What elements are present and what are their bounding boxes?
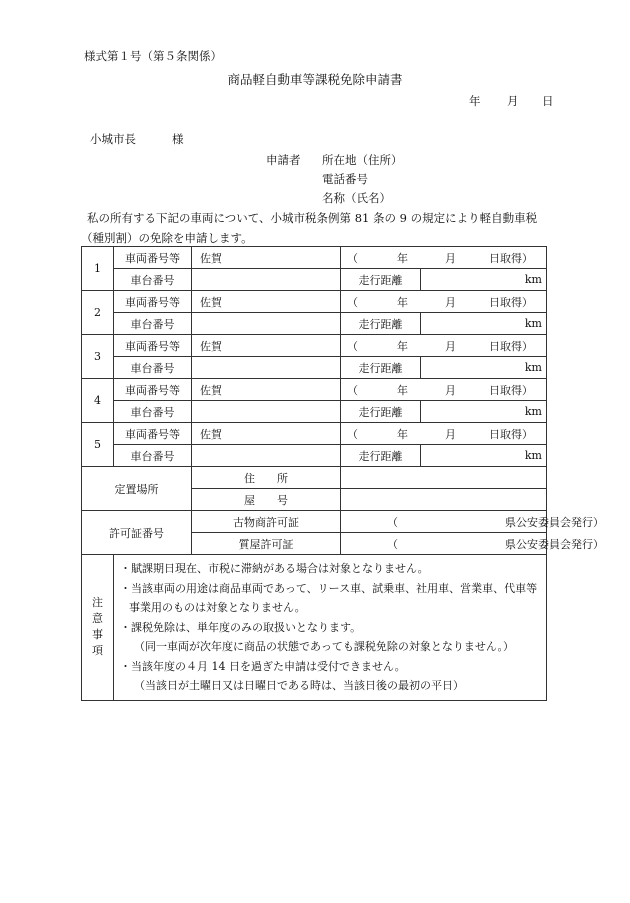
acquired-day: 日取得） <box>489 383 533 397</box>
mileage-field[interactable] <box>421 269 547 291</box>
acquired-date-field[interactable] <box>341 247 547 269</box>
chassis-field[interactable] <box>192 357 341 379</box>
notes-row <box>82 555 547 701</box>
permit-pawn-field[interactable] <box>341 533 604 555</box>
form-number: 様式第１号（第５条関係） <box>84 49 222 63</box>
vehicle-number: 3 <box>82 335 114 379</box>
date-day: 日 <box>542 94 554 108</box>
notes-label: 注 意 事 項 <box>82 555 114 701</box>
plate-field[interactable] <box>192 291 341 313</box>
acquired-date-field[interactable] <box>341 291 547 313</box>
mileage-label: 走行距離 <box>341 313 421 335</box>
plate-label: 車両番号等 <box>114 335 192 357</box>
vehicle-row <box>82 269 547 291</box>
vehicle-row <box>82 291 547 313</box>
mileage-unit: km <box>524 405 542 418</box>
storage-address-label: 住 所 <box>192 467 341 489</box>
note-1: ・賦課期日現在、市税に滞納がある場合は対象となりません。 <box>120 562 429 575</box>
vehicle-number: 2 <box>82 291 114 335</box>
mileage-label: 走行距離 <box>341 269 421 291</box>
plate-label: 車両番号等 <box>114 247 192 269</box>
acquired-date-field[interactable] <box>341 335 547 357</box>
date-paren: （ <box>347 295 358 309</box>
chassis-label: 車台番号 <box>114 445 192 467</box>
storage-label: 定置場所 <box>82 467 192 511</box>
acquired-date-field[interactable] <box>341 423 547 445</box>
page-title: 商品軽自動車等課税免除申請書 <box>227 72 403 87</box>
date-month: 月 <box>507 94 519 108</box>
mileage-label: 走行距離 <box>341 401 421 423</box>
acquired-day: 日取得） <box>489 251 533 265</box>
permit-pawn-label: 質屋許可証 <box>192 533 341 555</box>
storage-shop-field[interactable] <box>341 489 547 511</box>
acquired-day: 日取得） <box>489 427 533 441</box>
notes-body <box>114 555 547 701</box>
permit-antique-field[interactable] <box>341 511 604 533</box>
vehicle-number: 1 <box>82 247 114 291</box>
applicant-phone-label: 電話番号 <box>322 172 368 186</box>
note-4: ・当該年度の４月 14 日を過ぎた申請は受付できません。 <box>120 659 406 673</box>
vehicle-table <box>81 246 604 701</box>
chassis-label: 車台番号 <box>114 401 192 423</box>
plate-field[interactable] <box>192 247 341 269</box>
mileage-unit: km <box>524 273 542 286</box>
vehicle-row <box>82 247 547 269</box>
chassis-field[interactable] <box>192 313 341 335</box>
vehicle-number: 5 <box>82 423 114 467</box>
acquired-year: 年 <box>397 383 408 397</box>
permit-label: 許可証番号 <box>82 511 192 555</box>
acquired-day: 日取得） <box>489 295 533 309</box>
acquired-month: 月 <box>445 339 456 353</box>
acquired-month: 月 <box>445 427 456 441</box>
vehicle-row <box>82 357 547 379</box>
plate-field[interactable] <box>192 379 341 401</box>
mileage-label: 走行距離 <box>341 357 421 379</box>
date-paren: （ <box>347 339 358 353</box>
permit-paren: （ <box>387 537 398 551</box>
date-paren: （ <box>347 427 358 441</box>
note-3b: （同一車両が次年度に商品の状態であっても課税免除の対象となりません。） <box>134 640 515 653</box>
chassis-field[interactable] <box>192 445 341 467</box>
chassis-label: 車台番号 <box>114 269 192 291</box>
chassis-field[interactable] <box>192 269 341 291</box>
vehicle-number: 4 <box>82 379 114 423</box>
acquired-month: 月 <box>445 251 456 265</box>
mileage-unit: km <box>524 361 542 374</box>
permit-row <box>82 511 547 533</box>
mileage-field[interactable] <box>421 313 547 335</box>
applicant-name-label: 名称（氏名） <box>322 191 391 205</box>
mileage-unit: km <box>524 317 542 330</box>
mileage-unit: km <box>524 449 542 462</box>
chassis-field[interactable] <box>192 401 341 423</box>
mileage-label: 走行距離 <box>341 445 421 467</box>
plate-label: 車両番号等 <box>114 423 192 445</box>
acquired-day: 日取得） <box>489 339 533 353</box>
acquired-year: 年 <box>397 295 408 309</box>
note-3: ・課税免除は、単年度のみの取扱いとなります。 <box>120 620 362 634</box>
applicant-address-label: 所在地（住所） <box>322 153 403 167</box>
plate-label: 車両番号等 <box>114 379 192 401</box>
storage-shop-label: 屋 号 <box>192 489 341 511</box>
date-year: 年 <box>469 94 481 108</box>
storage-address-field[interactable] <box>341 467 547 489</box>
vehicle-row <box>82 401 547 423</box>
acquired-month: 月 <box>445 295 456 309</box>
intro-line-1: 私の所有する下記の車両について、小城市税条例第 81 条の 9 の規定により軽自動車税 <box>87 211 538 225</box>
plate-prefix: 佐賀 <box>200 427 222 441</box>
vehicle-row <box>82 335 547 357</box>
addressee-name: 小城市長 <box>90 132 136 146</box>
permit-issuer: 県公安委員会発行） <box>505 515 604 529</box>
plate-label: 車両番号等 <box>114 291 192 313</box>
vehicle-row <box>82 313 547 335</box>
permit-antique-label: 古物商許可証 <box>192 511 341 533</box>
vehicle-row <box>82 379 547 401</box>
permit-paren: （ <box>387 515 398 529</box>
addressee-honorific: 様 <box>172 132 184 146</box>
note-4b: （当該日が土曜日又は日曜日である時は、当該日後の最初の平日） <box>134 679 464 692</box>
acquired-year: 年 <box>397 427 408 441</box>
chassis-label: 車台番号 <box>114 313 192 335</box>
mileage-field[interactable] <box>421 401 547 423</box>
storage-row <box>82 467 547 489</box>
mileage-field[interactable] <box>421 445 547 467</box>
acquired-year: 年 <box>397 339 408 353</box>
plate-field[interactable] <box>192 335 341 357</box>
plate-prefix: 佐賀 <box>200 383 222 397</box>
acquired-date-field[interactable] <box>341 379 547 401</box>
permit-issuer: 県公安委員会発行） <box>505 537 604 551</box>
date-paren: （ <box>347 251 358 265</box>
mileage-field[interactable] <box>421 357 547 379</box>
acquired-month: 月 <box>445 383 456 397</box>
plate-prefix: 佐賀 <box>200 251 222 265</box>
vehicle-row <box>82 423 547 445</box>
plate-prefix: 佐賀 <box>200 295 222 309</box>
date-paren: （ <box>347 383 358 397</box>
vehicle-row <box>82 445 547 467</box>
intro-line-2: （種別割）の免除を申請します。 <box>81 231 253 245</box>
applicant-label: 申請者 <box>266 153 301 167</box>
acquired-year: 年 <box>397 251 408 265</box>
plate-prefix: 佐賀 <box>200 339 222 353</box>
chassis-label: 車台番号 <box>114 357 192 379</box>
note-2: ・当該車両の用途は商品車両であって、リース車、試乗車、社用車、営業車、代車等事業用のものは対象となりません。 <box>120 581 538 614</box>
plate-field[interactable] <box>192 423 341 445</box>
